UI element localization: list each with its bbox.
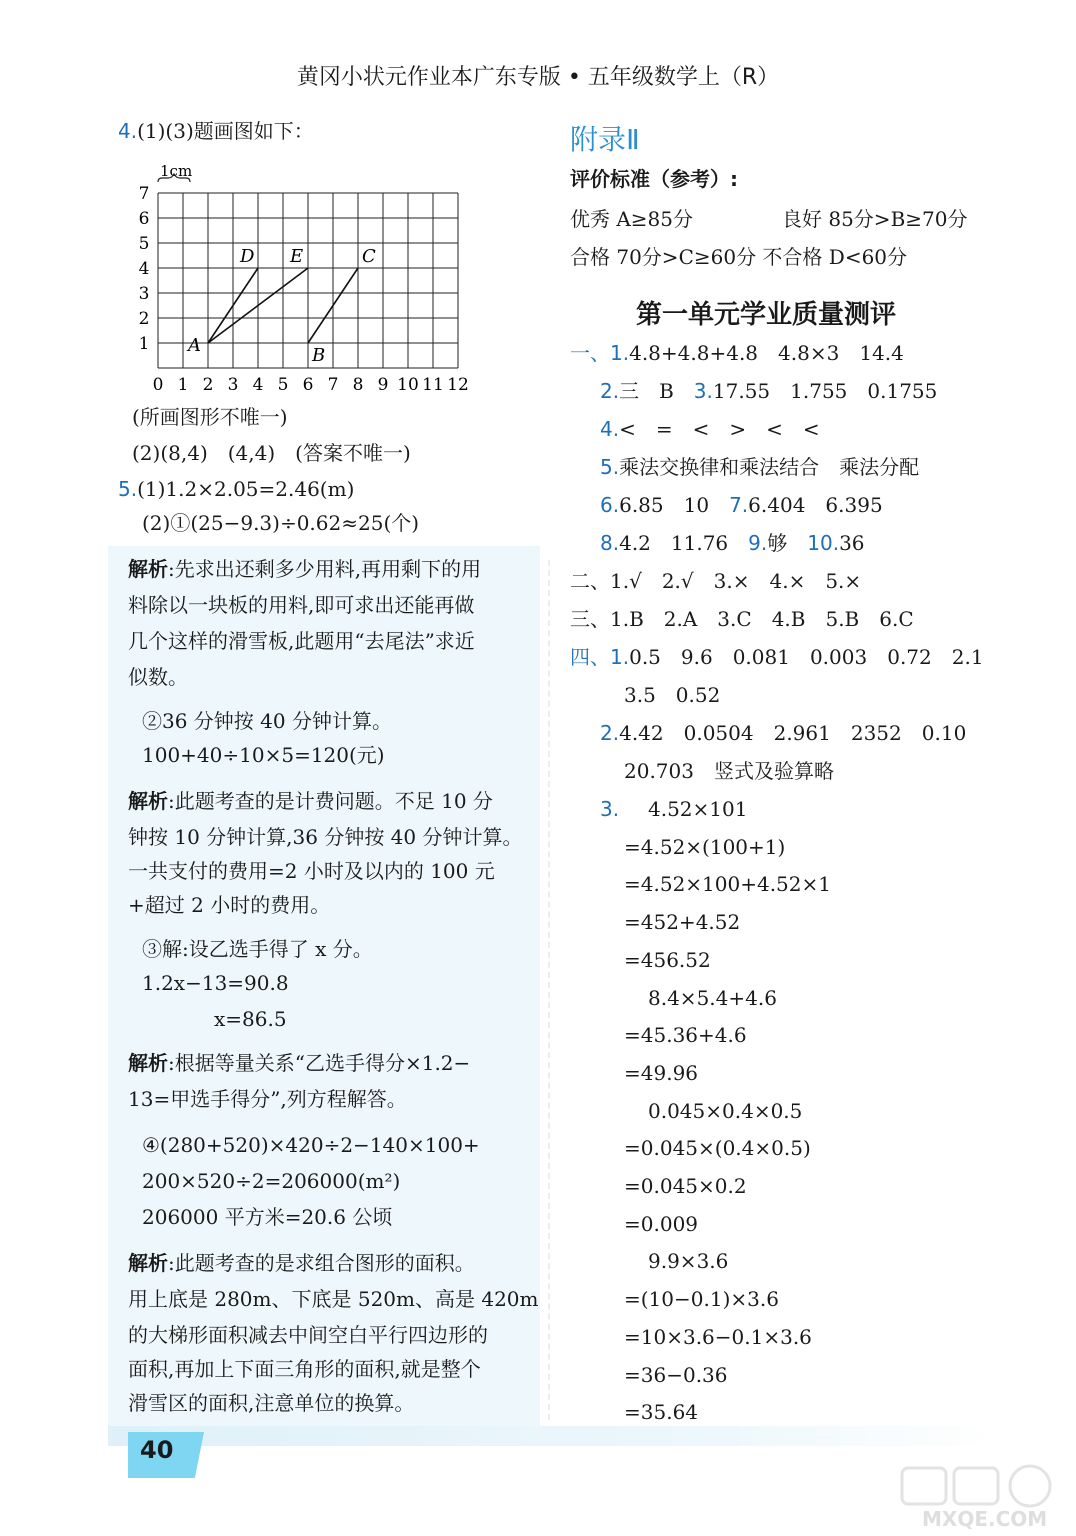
- q4-part2: (2)(8,4) (4,4) (答案不唯一): [132, 441, 411, 465]
- answer-number: 8.: [600, 531, 620, 555]
- appendix-title: 附录Ⅱ: [570, 123, 640, 156]
- analysis-4-line5: 滑雪区的面积,注意单位的换算。: [128, 1391, 415, 1415]
- analysis-3-line2: 13=甲选手得分”,列方程解答。: [128, 1087, 407, 1111]
- grade-good: 良好 85分>B≥70分: [782, 207, 968, 231]
- y-tick-label: 7: [138, 184, 150, 204]
- q5-part2-1: (2)①(25−9.3)÷0.62≈25(个): [142, 511, 420, 535]
- grade-excellent: 优秀 A≥85分: [570, 207, 694, 231]
- analysis-text: :此题考查的是计费问题。不足 10 分: [168, 789, 493, 813]
- analysis-2-line3: 一共支付的费用=2 小时及以内的 100 元: [128, 859, 495, 883]
- page-number: 40: [140, 1436, 174, 1464]
- point-label-B: B: [312, 345, 326, 366]
- analysis-1-line3: 几个这样的滑雪板,此题用“去尾法”求近: [128, 629, 475, 653]
- calc-step: =36−0.36: [624, 1362, 728, 1387]
- calc-step: =45.36+4.6: [624, 1023, 747, 1048]
- answer-text: 17.55 1.755 0.1755: [712, 379, 938, 403]
- analysis-3-line1: [128, 1050, 470, 1076]
- analysis-4-line1: [128, 1250, 475, 1276]
- point-label-A: A: [188, 335, 201, 356]
- answer-text: 4.8+4.8+4.8 4.8×3 14.4: [629, 341, 904, 365]
- solution-4-line1: ④(280+520)×420÷2−140×100+: [142, 1133, 480, 1157]
- calc-step: =10×3.6−0.1×3.6: [624, 1324, 812, 1349]
- analysis-text: :先求出还剩多少用料,再用剩下的用: [168, 557, 482, 581]
- criteria-title: 评价标准（参考）:: [570, 167, 738, 191]
- column-divider: [548, 560, 550, 1420]
- unit-test-title: 第一单元学业质量测评: [636, 300, 897, 330]
- answer-row-10: 3.5 0.52: [624, 683, 721, 707]
- analysis-2-line2: 钟按 10 分钟计算,36 分钟按 40 分钟计算。: [128, 825, 523, 849]
- answer-row-13-num: [600, 796, 619, 822]
- calc-step: =0.009: [624, 1211, 699, 1236]
- answer-row-6: [600, 530, 865, 556]
- y-tick-label: 4: [138, 259, 150, 279]
- watermark-logo: [880, 1462, 1070, 1532]
- analysis-text: :根据等量关系“乙选手得分×1.2−: [168, 1051, 471, 1075]
- analysis-label: 解析: [128, 557, 168, 581]
- analysis-1-line2: 料除以一块板的用料,即可求出还能再做: [128, 593, 475, 617]
- calc-step: =49.96: [624, 1060, 699, 1085]
- analysis-label: 解析: [128, 789, 168, 813]
- q5-part1-text: (1)1.2×2.05=2.46(m): [137, 477, 355, 501]
- solution-2-line1: ②36 分钟按 40 分钟计算。: [142, 709, 392, 733]
- calc-step: =4.52×(100+1): [624, 834, 786, 859]
- answer-number: 6.: [600, 493, 620, 517]
- answer-text: 三 B: [619, 379, 674, 403]
- analysis-label: 解析: [128, 1251, 168, 1275]
- point-label-D: D: [240, 246, 255, 267]
- answer-number: 10.: [807, 531, 840, 555]
- x-tick-label: 8: [352, 375, 364, 395]
- x-tick-label: 9: [377, 375, 389, 395]
- solution-3-line3: x=86.5: [214, 1007, 287, 1031]
- answer-text: 够: [767, 531, 788, 555]
- x-tick-label: 12: [447, 375, 469, 395]
- calc-expression: 8.4×5.4+4.6: [648, 985, 777, 1010]
- answer-row-8: 三、1.B 2.A 3.C 4.B 5.B 6.C: [570, 607, 914, 631]
- answer-number: 四、1.: [570, 645, 630, 669]
- calc-step: =(10−0.1)×3.6: [624, 1287, 779, 1312]
- page-header: 黄冈小状元作业本广东专版 • 五年级数学上（R）: [296, 65, 780, 90]
- answer-number: 9.: [748, 531, 768, 555]
- q4-number: 4.: [118, 119, 138, 143]
- answer-row-1: [570, 340, 904, 366]
- answer-number: 3.: [600, 797, 620, 821]
- x-tick-label: 7: [327, 375, 339, 395]
- solution-2-line2: 100+40÷10×5=120(元): [142, 743, 385, 767]
- answer-number: 2.: [600, 721, 620, 745]
- answer-number: 5.: [600, 455, 620, 479]
- answer-number: 2.: [600, 379, 620, 403]
- note-not-unique: (所画图形不唯一): [132, 405, 288, 429]
- calc-expression: 0.045×0.4×0.5: [648, 1098, 803, 1123]
- x-tick-label: 6: [302, 375, 314, 395]
- answer-number: 3.: [693, 379, 713, 403]
- answer-row-5: [600, 492, 883, 518]
- x-tick-label: 11: [422, 375, 444, 395]
- x-tick-label: 10: [397, 375, 419, 395]
- calc-step: =4.52×100+4.52×1: [624, 872, 831, 897]
- answer-text: 4.2 11.76: [619, 531, 729, 555]
- grade-pass-fail: 合格 70分>C≥60分 不合格 D<60分: [570, 245, 908, 269]
- solution-4-line3: 206000 平方米=20.6 公顷: [142, 1205, 393, 1229]
- answer-number: 一、1.: [570, 341, 630, 365]
- analysis-1-line4: 似数。: [128, 665, 188, 689]
- answer-number: 4.: [600, 417, 620, 441]
- calc-step: =456.52: [624, 947, 711, 972]
- answer-row-3: [600, 416, 820, 442]
- analysis-2-line4: +超过 2 小时的费用。: [128, 893, 331, 917]
- grid-ticks: [139, 184, 469, 395]
- analysis-4-line3: 的大梯形面积减去中间空白平行四边形的: [128, 1323, 488, 1347]
- calc-step: =0.045×(0.4×0.5): [624, 1136, 811, 1161]
- y-tick-label: 3: [138, 284, 150, 304]
- x-tick-label: 5: [277, 375, 289, 395]
- calc-step: =452+4.52: [624, 910, 741, 935]
- answer-row-4: [600, 454, 919, 480]
- x-tick-label: 2: [202, 375, 214, 395]
- calc-expression: 4.52×101: [648, 797, 748, 821]
- x-tick-label: 4: [252, 375, 264, 395]
- analysis-4-line4: 面积,再加上下面三角形的面积,就是整个: [128, 1357, 481, 1381]
- calc-step: =0.045×0.2: [624, 1174, 747, 1198]
- q4-title: [118, 118, 314, 144]
- coordinate-grid: [130, 158, 480, 398]
- calc-expression: 9.9×3.6: [648, 1249, 729, 1274]
- analysis-4-line2: 用上底是 280m、下底是 520m、高是 420m: [128, 1287, 539, 1311]
- point-label-E: E: [290, 246, 304, 267]
- y-tick-label: 2: [138, 309, 150, 329]
- answer-row-2: [600, 378, 937, 404]
- answer-text: 4.42 0.0504 2.961 2352 0.10: [619, 721, 967, 745]
- solution-3-line1: ③解:设乙选手得了 x 分。: [142, 937, 373, 961]
- answer-text: < = < > < <: [619, 417, 820, 441]
- y-tick-label: 6: [138, 209, 150, 229]
- q4-title-text: (1)(3)题画图如下：: [137, 119, 314, 143]
- q5-part1: [118, 476, 354, 502]
- answer-text: 6.404 6.395: [748, 493, 883, 517]
- solution-4-line2: 200×520÷2=206000(m²): [142, 1169, 401, 1193]
- grid-labels: [186, 246, 376, 366]
- analysis-2-line1: [128, 788, 493, 814]
- footer-strip: [108, 1426, 998, 1446]
- solution-3-line2: 1.2x−13=90.8: [142, 971, 289, 995]
- x-tick-label: 3: [227, 375, 239, 395]
- analysis-label: 解析: [128, 1051, 168, 1075]
- analysis-text: :此题考查的是求组合图形的面积。: [168, 1251, 475, 1275]
- answer-text: 0.5 9.6 0.081 0.003 0.72 2.1: [629, 645, 984, 669]
- answer-row-7: 二、1.√ 2.√ 3.× 4.× 5.×: [570, 569, 862, 593]
- analysis-1-line1: [128, 556, 481, 582]
- answer-row-12: 20.703 竖式及验算略: [624, 759, 834, 783]
- answer-row-11: [600, 720, 966, 746]
- point-label-C: C: [362, 246, 376, 267]
- answer-row-9: [570, 644, 984, 670]
- answer-number: 7.: [729, 493, 749, 517]
- unit-label: 1cm: [160, 162, 193, 180]
- x-tick-label: 0: [152, 375, 164, 395]
- y-tick-label: 1: [138, 334, 150, 354]
- answer-text: 6.85 10: [619, 493, 710, 517]
- answer-text: 乘法交换律和乘法结合 乘法分配: [619, 455, 920, 479]
- x-tick-label: 1: [177, 375, 189, 395]
- svg-text:MXQE.COM: MXQE.COM: [922, 1507, 1048, 1531]
- q5-number: 5.: [118, 477, 138, 501]
- answer-text: 36: [839, 531, 865, 555]
- y-tick-label: 5: [138, 234, 150, 254]
- calc-step: =35.64: [624, 1400, 699, 1425]
